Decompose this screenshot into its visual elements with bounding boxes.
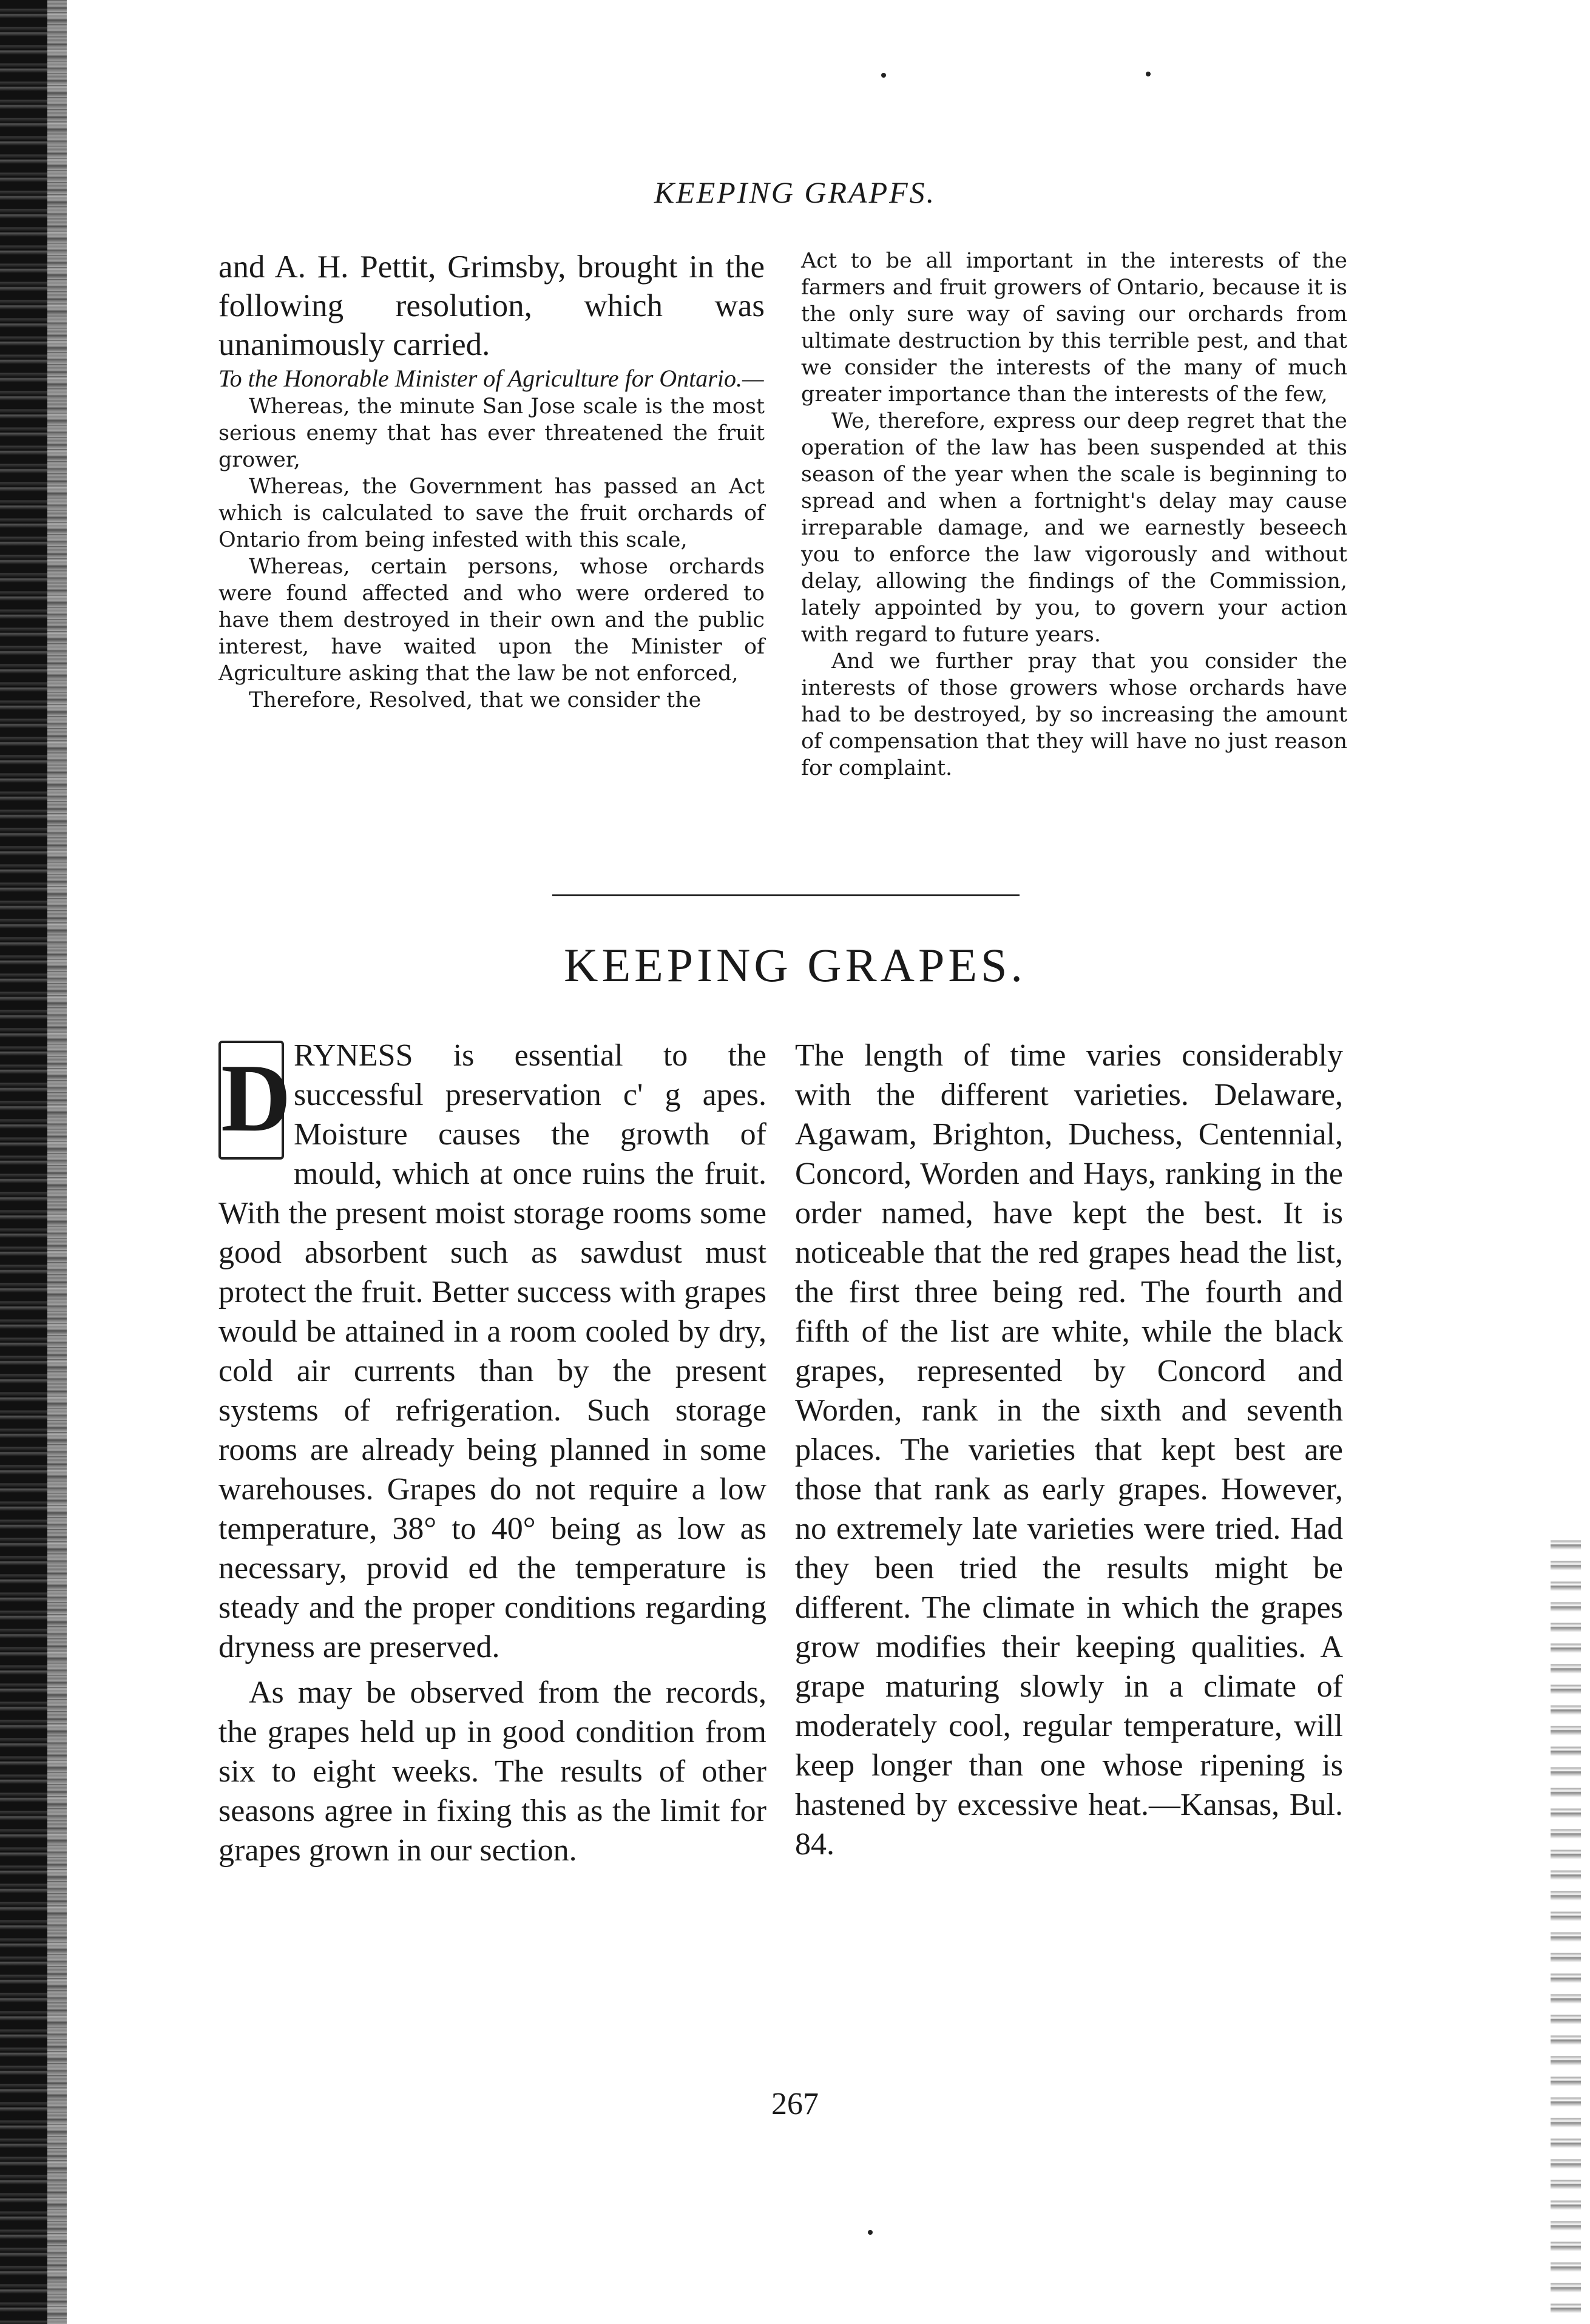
resolution-paragraph: Whereas, the minute San Jose scale is the most serious enemy that has ever threatened the fruit grower, (218, 394, 765, 472)
article-right-column (795, 1036, 1343, 1864)
article-paragraph-text: RYNESS is essential to the successful preservation c' g apes. Moisture causes the growth of mould, which at once ruins the fruit. With the present moist storage rooms some good absorbent such as sawdust must protect the fruit. Better success with grapes would be attained in a room cooled by dry, cold air currents than by the present systems of refrigeration. Such storage rooms are already being planned in some warehouses. Grapes do not require a low temperature, 38° to 40° being as low as necessary, provid ed the temperature is steady and the proper conditions regarding dryness are preserved. (218, 1038, 766, 1664)
book-binding-edge (0, 0, 67, 2324)
article-paragraph (218, 1036, 766, 1667)
running-head: KEEPING GRAPFS. (654, 175, 936, 209)
scan-speck (1146, 72, 1151, 76)
article-title: KEEPING GRAPES. (564, 939, 1026, 991)
scan-speck (881, 73, 886, 78)
resolution-paragraph: Whereas, certain persons, whose orchards were found affected and who were ordered to have them destroyed in their own and the public interest, have waited upon the Minister of Agriculture asking that the law be not enforced, (218, 555, 765, 686)
resolution-right-column (801, 248, 1347, 782)
article-paragraph: The length of time varies considerably with the different varieties. Delaware, Agawam, Brighton, Duchess, Centennial, Concord, Worden and Hays, ranking in the order named, have kept the best. It is noticeable that the red grapes head the list, the first three being red. The fourth and fifth of the list are white, while the black grapes, represented by Concord and Worden, rank in the sixth and seventh places. The varieties that kept best are those that rank as early grapes. However, no extremely late varieties were tried. Had they been tried the results might be different. The climate in which the grapes grow modifies their keeping qualities. A grape maturing slowly in a climate of moderately cool, regular temperature, will keep longer than one whose ripening is hastened by excessive heat.—Kansas, Bul. 84. (795, 1038, 1343, 1862)
article-left-column (218, 1036, 766, 1870)
resolution-paragraph: Therefore, Resolved, that we consider the (249, 688, 702, 712)
article-paragraph: As may be observed from the records, the grapes held up in good condition from six to eight weeks. The results of other seasons agree in fixing this as the limit for grapes grown in our section. (218, 1675, 766, 1868)
scan-speck (868, 2230, 873, 2235)
resolution-paragraph: We, therefore, express our deep regret that the operation of the law has been suspended at this season of the year when the scale is beginning to spread and when a fortnight's delay may cause irreparable damage, and we earnestly beseech you to enforce the law vigorously and without delay, allowing the findings of the Commission, lately appointed by you, to govern your action with regard to future years. (801, 409, 1347, 647)
resolution-paragraph: Act to be all important in the interests of the farmers and fruit growers of Ontario, because it is the only sure way of saving our orchards from ultimate destruction by this terrible pest, and that we consider the interests of the many of much greater importance than the interests of the few, (801, 249, 1347, 407)
resolution-left-column (218, 248, 765, 714)
section-divider (552, 894, 1020, 896)
intro-paragraph: and A. H. Pettit, Grimsby, brought in the following resolution, which was unanimously carried. (218, 249, 765, 362)
resolution-paragraph: Whereas, the Government has passed an Act which is calculated to save the fruit orchards of Ontario from being infested with this scale, (218, 475, 765, 552)
page-number: 267 (771, 2087, 819, 2121)
resolution-paragraph: And we further pray that you consider the interests of those growers whose orchards have had to be destroyed, by so increasing the amount of compensation that they will have no just reason for complaint. (801, 649, 1347, 780)
drop-cap: D (218, 1041, 284, 1160)
scan-edge-noise (1551, 1529, 1581, 2318)
resolution-address: To the Honorable Minister of Agriculture for Ontario.— (218, 365, 764, 392)
